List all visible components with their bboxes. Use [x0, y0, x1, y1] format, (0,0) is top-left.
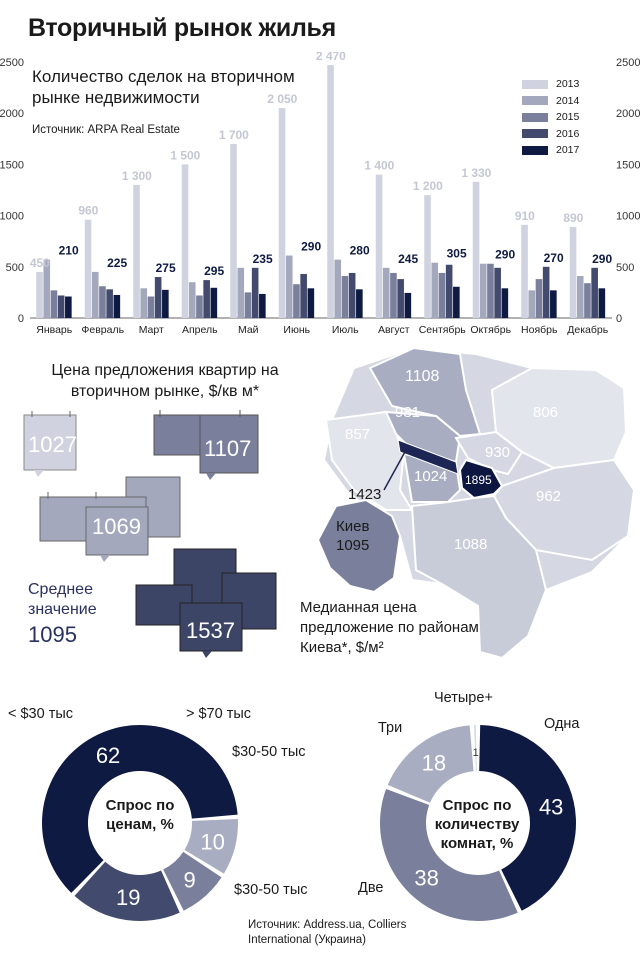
offer-value-2: 1107	[204, 436, 252, 461]
map-caption: Медианная цена предложение по районам Киева*, $/м²	[300, 599, 479, 656]
bar-2016	[397, 279, 404, 318]
legend-label: 2017	[556, 144, 580, 157]
bar-2017	[114, 295, 121, 318]
district-label-930: 930	[485, 444, 511, 461]
avg-value: 1095	[28, 622, 77, 647]
bar-2017	[502, 288, 509, 318]
bar-2017	[162, 290, 169, 318]
bar-2015	[293, 284, 300, 318]
bar-chart-legend	[522, 76, 579, 159]
y-tick-right: 2500	[616, 57, 640, 69]
price-value-2: 9	[183, 867, 196, 893]
y-tick-left: 1500	[0, 159, 24, 172]
x-tick-label: Май	[237, 324, 259, 336]
price-label-3: $30-50 тыс	[234, 882, 308, 898]
legend-item-2016	[522, 126, 579, 143]
bar-label-2017: 210	[58, 243, 79, 258]
callout-label: 1423	[348, 486, 382, 503]
bar-label-2017: 290	[495, 247, 516, 262]
avg-label: Среднее значение	[28, 581, 97, 618]
bar-2015	[51, 290, 58, 318]
bar-2017	[356, 289, 363, 318]
rooms-value-1: 38	[414, 865, 439, 891]
bar-2014	[189, 282, 196, 318]
bar-label-2013: 910	[514, 208, 535, 223]
bar-2013	[279, 108, 286, 318]
bar-2013	[85, 220, 92, 318]
legend-label: 2013	[556, 78, 580, 91]
bar-2013	[230, 144, 237, 318]
bar-2014	[383, 268, 390, 318]
bar-label-2017: 275	[155, 261, 176, 276]
price-label-1: > $70 тыс	[186, 706, 252, 722]
district-label-1024: 1024	[414, 468, 448, 485]
district-label-1108: 1108	[405, 368, 440, 385]
y-tick-left: 0	[17, 313, 24, 325]
legend-label: 2016	[556, 127, 580, 140]
page-title: Вторичный рынок жилья	[28, 14, 336, 42]
bar-2014	[237, 268, 244, 318]
offer-value-1: 1027	[28, 432, 77, 457]
rooms-label-3: Четыре+	[434, 690, 493, 706]
x-tick-label: Ноябрь	[521, 324, 558, 336]
bar-2017	[308, 288, 315, 318]
price-donut-center: Спрос по ценам, %	[105, 797, 175, 833]
bar-label-2017: 270	[543, 250, 564, 265]
bar-2013	[36, 272, 43, 318]
bar-2017	[259, 294, 266, 318]
bar-2016	[349, 273, 356, 318]
bar-2015	[196, 295, 203, 318]
x-tick-label: Июль	[331, 324, 359, 336]
bar-2014	[286, 256, 293, 318]
x-tick-label: Август	[377, 324, 410, 336]
price-value-3: 19	[116, 885, 141, 911]
bar-2014	[528, 290, 535, 318]
price-value-1: 10	[200, 829, 225, 855]
x-tick-label: Июнь	[283, 324, 311, 336]
city-value: 1095	[336, 537, 370, 554]
district-label-1088: 1088	[454, 536, 488, 553]
legend-swatch	[522, 96, 548, 105]
y-tick-right: 2000	[616, 108, 640, 121]
x-tick-label: Октябрь	[470, 324, 512, 336]
bar-2015	[487, 264, 494, 318]
bar-label-2017: 290	[592, 251, 613, 266]
price-value-0: 62	[95, 743, 121, 769]
bar-2015	[390, 273, 397, 318]
district-label-857: 857	[345, 426, 371, 443]
bar-label-2017: 280	[349, 243, 370, 258]
bar-2016	[203, 280, 210, 318]
bar-2014	[431, 263, 438, 318]
bar-2016	[494, 268, 501, 318]
bar-2015	[342, 276, 349, 318]
y-tick-left: 2000	[0, 108, 24, 121]
legend-label: 2015	[556, 111, 580, 124]
bar-label-2013: 1 300	[121, 168, 152, 183]
legend-label: 2014	[556, 94, 580, 107]
price-label-0: < $30 тыс	[8, 706, 74, 722]
bar-2017	[453, 287, 460, 318]
bar-2016	[591, 268, 598, 318]
offer-value-3: 1069	[92, 514, 141, 539]
bar-2014	[334, 260, 341, 318]
bar-2015	[245, 292, 252, 318]
bar-2016	[252, 268, 259, 318]
y-tick-left: 500	[5, 261, 24, 274]
bar-label-2017: 290	[301, 239, 322, 254]
bar-2014	[480, 264, 487, 318]
footer-source: Источник: Address.ua, Colliers International (Украина)	[248, 919, 407, 946]
bar-2014	[577, 276, 584, 318]
rooms-label-1: Две	[358, 880, 384, 896]
rooms-value-3: 1	[472, 747, 479, 760]
rooms-value-2: 18	[421, 750, 447, 776]
y-tick-right: 1500	[616, 159, 640, 172]
rooms-label-0: Одна	[544, 716, 580, 732]
legend-swatch	[522, 146, 548, 155]
bar-label-2013: 1 700	[218, 127, 249, 142]
x-tick-label: Январь	[36, 324, 73, 336]
bar-2017	[65, 296, 72, 318]
y-tick-right: 1000	[616, 210, 640, 223]
legend-swatch	[522, 80, 548, 89]
legend-item-2017	[522, 142, 579, 159]
bar-label-2017: 235	[252, 251, 273, 266]
bar-2013	[424, 195, 431, 318]
district-label-962: 962	[536, 488, 562, 505]
bar-2016	[446, 265, 453, 318]
bar-2016	[106, 289, 113, 318]
bar-2017	[405, 293, 412, 318]
x-tick-label: Март	[138, 324, 164, 336]
district-label-806: 806	[533, 404, 559, 421]
bar-2015	[584, 283, 591, 318]
bar-2014	[92, 272, 99, 318]
rooms-label-2: Три	[378, 720, 403, 736]
bar-label-2013: 2 470	[315, 52, 346, 64]
bar-label-2013: 2 050	[267, 92, 298, 107]
bar-2016	[300, 274, 307, 318]
city-name: Киев	[336, 518, 370, 535]
bar-label-2013: 960	[78, 203, 99, 218]
legend-item-2015	[522, 109, 579, 126]
bar-label-2013: 890	[563, 210, 584, 225]
legend-swatch	[522, 113, 548, 122]
bar-label-2017: 295	[204, 264, 225, 279]
bar-2016	[155, 277, 162, 318]
y-tick-left: 2500	[0, 57, 24, 69]
legend-item-2014	[522, 93, 579, 110]
bar-label-2013: 1 330	[461, 165, 492, 180]
offer-price-title: Цена предложения квартир на вторичном рынке, $/кв м*	[51, 362, 279, 400]
bar-2015	[99, 286, 106, 318]
bar-label-2013: 1 200	[412, 179, 443, 194]
bar-2017	[550, 290, 557, 318]
bar-label-2017: 305	[446, 246, 467, 261]
x-tick-label: Сентябрь	[418, 324, 466, 336]
bar-2013	[521, 225, 528, 318]
bar-2016	[58, 295, 65, 318]
bar-label-2017: 225	[107, 255, 128, 270]
city-label	[336, 517, 369, 555]
district-label-981: 981	[395, 404, 421, 421]
rooms-value-0: 43	[538, 794, 564, 820]
bar-2015	[536, 279, 543, 318]
bar-2016	[543, 267, 550, 318]
bar-label-2013: 1 500	[170, 148, 201, 163]
bar-2015	[148, 296, 155, 318]
x-tick-label: Апрель	[181, 324, 218, 336]
y-tick-left: 1000	[0, 210, 24, 223]
offer-value-4: 1537	[186, 618, 235, 643]
x-tick-label: Декабрь	[567, 324, 609, 336]
bar-chart-title: Количество сделок на вторичном рынке недвижимости	[32, 67, 295, 107]
bar-2013	[182, 164, 189, 318]
price-label-2: $30-50 тыс	[232, 744, 306, 760]
bar-2013	[376, 175, 383, 318]
bar-2017	[599, 288, 606, 318]
y-tick-right: 500	[616, 261, 635, 274]
bar-label-2013: 1 400	[364, 158, 395, 173]
y-tick-right: 0	[616, 313, 623, 325]
legend-swatch	[522, 129, 548, 138]
legend-item-2013	[522, 76, 579, 93]
bar-2015	[439, 273, 446, 318]
bar-2014	[140, 288, 147, 318]
x-tick-label: Февраль	[81, 324, 125, 336]
bar-2017	[211, 288, 218, 318]
bar-label-2017: 245	[398, 251, 419, 266]
bar-2013	[473, 182, 480, 318]
bar-2013	[570, 227, 577, 318]
bar-chart-source: Источник: ARPA Real Estate	[32, 124, 180, 136]
rooms-donut-center: Спрос по количеству комнат, %	[434, 797, 520, 852]
bar-label-2013: 450	[29, 255, 50, 270]
district-label-1895: 1895	[465, 473, 492, 487]
bar-2013	[133, 185, 140, 318]
